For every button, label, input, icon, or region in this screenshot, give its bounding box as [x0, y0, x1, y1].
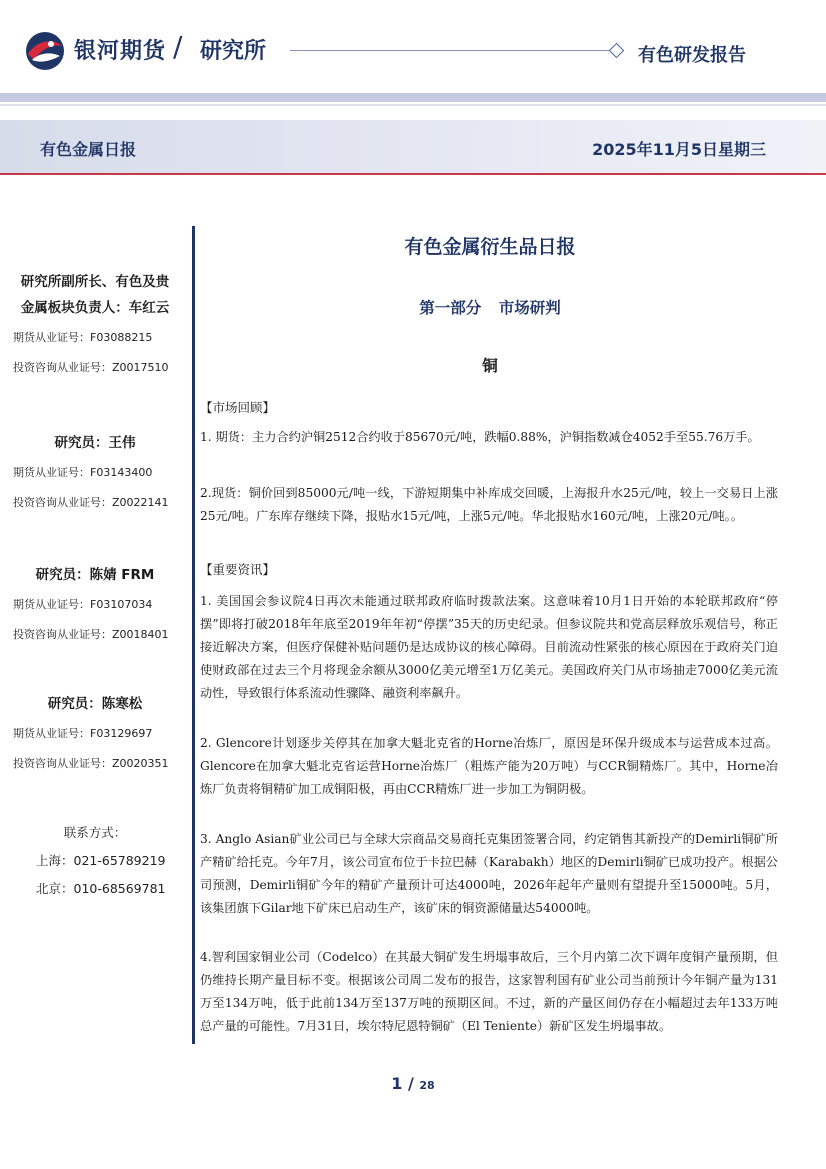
news-paragraph: 1. 美国国会参议院4日再次未能通过联邦政府临时拨款法案。这意味着10月1日开始的本轮联邦政府“停摆”即将打破2018年年底至2019年年初“停摆”35天的历史纪录。但参议院共和党高层释放乐观信号，称正接近解决方案，但医疗保健补贴问题仍是达成协议的核心障碍。目前流动性紧张的核心原因在于政府关门迫使财政部在过去三个月将现金余额从3000亿美元增至1万亿美元。美国政府关门从市场抽走7000亿美元流动性，导致银行体系流动性骤降、融资利率飙升。 — [200, 594, 778, 700]
contact-title: 联系方式： — [63, 825, 127, 840]
part-title: 第一部分 市场研判 — [419, 299, 561, 317]
diamond-icon — [609, 43, 625, 59]
report-type: 有色研发报告 — [638, 45, 746, 66]
news-paragraph: 2. Glencore计划逐步关停其在加拿大魁北克省的Horne冶炼厂，原因是环保升级成本与运营成本过高。Glencore在加拿大魁北克省运营Horne冶炼厂（粗炼产能为20万吨）与CCR铜精炼厂。其中，Horne冶炼厂负责将铜精矿加工成铜阳极，再由CCR精炼厂进一步加工为铜阴极。 — [200, 736, 778, 796]
header-divider — [290, 50, 610, 51]
news-paragraph: 3. Anglo Asian矿业公司已与全球大宗商品交易商托克集团签署合同，约定销售其新投产的Demirli铜矿所产精矿给托克。今年7月，该公司宣布位于卡拉巴赫（Karabakh）地区的Demirli铜矿已成功投产。根据公司预测，Demirli铜矿今年的精矿产量预计可达4000吨，2026年起年产量则有望提升至15000吨。5月，该集团旗下Gilar地下矿床已启动生产，该矿床的铜资源储量达54000吨。 — [200, 832, 778, 915]
analyst-title: 研究员：王伟 — [54, 435, 136, 451]
news-paragraph: 4.智利国家铜业公司（Codelco）在其最大铜矿发生坍塌事故后，三个月内第二次下调年度铜产量预期，但仍维持长期产量目标不变。根据该公司周二发布的报告，这家智利国有矿业公司当前预计今年铜产量为131万至134万吨，低于此前134万至137万吨的预期区间。不过，新的产量区间仍存在小幅超过去年133万吨总产量的可能性。7月31日，埃尔特尼恩特铜矿（El Teniente）新矿区发生坍塌事故。 — [200, 950, 778, 1033]
header-stripe — [0, 93, 826, 102]
brand-name: 银河期货 — [74, 39, 167, 64]
advisory-cert: 投资咨询从业证号：Z0017510 — [13, 361, 169, 374]
market-review-paragraph: 1. 期货：主力合约沪铜2512合约收于85670元/吨，跌幅0.88%，沪铜指数减仓4052手至55.76万手。 — [200, 430, 760, 444]
institute-name: 研究所 — [200, 39, 267, 64]
document-title: 有色金属衍生品日报 — [404, 236, 576, 258]
report-body — [200, 232, 780, 1033]
futures-cert: 期货从业证号：F03088215 — [13, 331, 153, 344]
report-category: 有色金属日报 — [40, 140, 137, 159]
commodity-title: 铜 — [482, 357, 498, 375]
analyst-title: 研究员：陈婧 FRM — [35, 567, 155, 583]
total-pages: 28 — [419, 1079, 435, 1092]
galaxy-logo-icon — [24, 30, 66, 72]
futures-cert: 期货从业证号：F03129697 — [13, 727, 153, 740]
analyst-title: 研究所副所长、有色及贵 — [20, 274, 170, 290]
advisory-cert: 投资咨询从业证号：Z0018401 — [13, 628, 169, 641]
page-header — [0, 0, 826, 100]
current-page: 1 — [391, 1074, 403, 1093]
analyst-block — [0, 562, 190, 642]
contact-block — [0, 825, 190, 897]
page-number — [0, 1074, 826, 1093]
page-separator: / — [407, 1074, 414, 1093]
futures-cert: 期货从业证号：F03143400 — [13, 466, 153, 479]
contact-shanghai: 上海：021-65789219 — [36, 853, 166, 868]
banner-divider — [0, 173, 826, 175]
brand-separator: / — [173, 30, 183, 63]
section-label-market-review: 【市场回顾】 — [200, 400, 276, 415]
analyst-title: 研究员：陈寒松 — [47, 696, 143, 712]
advisory-cert: 投资咨询从业证号：Z0020351 — [13, 757, 169, 770]
sidebar-divider — [192, 226, 195, 1044]
section-label-news: 【重要资讯】 — [200, 562, 276, 577]
futures-cert: 期货从业证号：F03107034 — [13, 598, 153, 611]
analyst-title: 金属板块负责人：车红云 — [20, 300, 170, 316]
analyst-block — [0, 269, 190, 375]
analyst-block — [0, 691, 190, 771]
market-review-paragraph: 2.现货：铜价回到85000元/吨一线，下游短期集中补库成交回暖，上海报升水25元/吨，较上一交易日上涨25元/吨。广东库存继续下降，报贴水15元/吨，上涨5元/吨。华北报贴水160元/吨，上涨20元/吨。。 — [200, 486, 778, 523]
contact-beijing: 北京：010-68569781 — [36, 881, 166, 896]
analyst-block — [0, 430, 190, 510]
report-banner — [0, 120, 826, 173]
report-date: 2025年11月5日星期三 — [592, 140, 766, 159]
header-stripe-thin — [0, 104, 826, 106]
advisory-cert: 投资咨询从业证号：Z0022141 — [13, 496, 169, 509]
